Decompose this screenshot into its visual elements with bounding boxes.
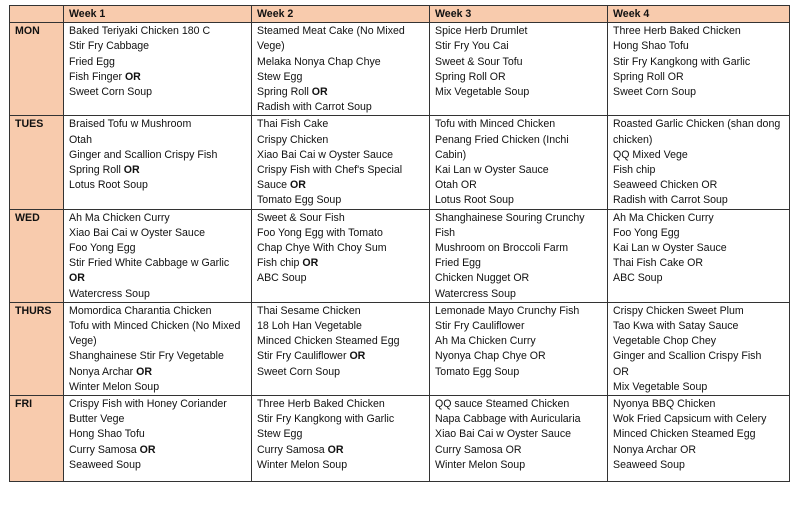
menu-item: Stir Fry Kangkong with Garlic bbox=[257, 413, 395, 426]
menu-item: Minced Chicken Steamed Egg bbox=[257, 335, 400, 348]
menu-item: Seaweed Soup bbox=[69, 458, 141, 471]
menu-item: Napa Cabbage with Auricularia bbox=[435, 413, 581, 426]
menu-item: Nonya Archar bbox=[69, 365, 134, 378]
menu-item: Stir Fry You Cai bbox=[435, 40, 509, 53]
menu-item: Stir Fry Cauliflower bbox=[257, 350, 347, 363]
menu-item: Lotus Root Soup bbox=[435, 194, 514, 207]
or-marker: OR bbox=[139, 443, 156, 456]
menu-item: Tofu with Minced Chicken bbox=[435, 118, 556, 131]
menu-cell bbox=[64, 23, 252, 116]
menu-cell bbox=[252, 116, 430, 209]
menu-item: Roasted Garlic Chicken (shan dong chicken) bbox=[613, 118, 781, 146]
or-marker: OR bbox=[123, 164, 140, 177]
menu-item: Three Herb Baked Chicken bbox=[257, 398, 385, 411]
menu-cell bbox=[252, 23, 430, 116]
menu-cell bbox=[64, 116, 252, 209]
menu-item: Nyonya Chap Chye OR bbox=[435, 350, 546, 363]
day-label: THURS bbox=[10, 302, 64, 395]
row-fri bbox=[10, 396, 790, 482]
menu-item: Melaka Nonya Chap Chye bbox=[257, 55, 381, 68]
menu-item: Fried Egg bbox=[435, 257, 481, 270]
menu-item: Steamed Meat Cake (No Mixed Vege) bbox=[257, 25, 405, 53]
or-marker: OR bbox=[136, 365, 153, 378]
menu-item: Ginger and Scallion Crispy Fish bbox=[613, 350, 762, 363]
menu-item: Stir Fry Kangkong with Garlic bbox=[613, 55, 751, 68]
menu-item: Fish Finger bbox=[69, 70, 122, 83]
or-marker: OR bbox=[327, 443, 344, 456]
menu-cell bbox=[252, 396, 430, 482]
day-label: FRI bbox=[10, 396, 64, 482]
menu-item: Curry Samosa OR bbox=[435, 443, 522, 456]
menu-item: Foo Yong Egg bbox=[69, 242, 136, 255]
menu-item: Nonya Archar OR bbox=[613, 443, 697, 456]
menu-sheet bbox=[9, 5, 790, 482]
menu-item: Watercress Soup bbox=[69, 287, 150, 300]
menu-item: Hong Shao Tofu bbox=[613, 40, 689, 53]
menu-item: Spring Roll OR bbox=[435, 70, 506, 83]
menu-item: Thai Fish Cake bbox=[257, 118, 329, 131]
or-marker: OR bbox=[124, 70, 141, 83]
week-2-header: Week 2 bbox=[252, 6, 430, 23]
menu-item: Xiao Bai Cai w Oyster Sauce bbox=[435, 428, 572, 441]
day-label: TUES bbox=[10, 116, 64, 209]
menu-item: Nyonya BBQ Chicken bbox=[613, 398, 716, 411]
menu-item: Tao Kwa with Satay Sauce bbox=[613, 320, 739, 333]
corner-cell bbox=[10, 6, 64, 23]
menu-item: Spice Herb Drumlet bbox=[435, 25, 528, 38]
menu-item: ABC Soup bbox=[257, 272, 307, 285]
day-label: WED bbox=[10, 209, 64, 302]
or-marker: OR bbox=[311, 86, 328, 99]
week-3-header: Week 3 bbox=[430, 6, 608, 23]
menu-item: Crispy Chicken bbox=[257, 133, 329, 146]
or-marker: OR bbox=[302, 257, 319, 270]
menu-item: Watercress Soup bbox=[435, 287, 516, 300]
weekly-menu-table bbox=[9, 5, 790, 482]
menu-cell bbox=[608, 23, 790, 116]
menu-cell bbox=[608, 302, 790, 395]
menu-item: Radish with Carrot Soup bbox=[257, 101, 372, 114]
menu-item: Winter Melon Soup bbox=[435, 458, 526, 471]
week-1-header: Week 1 bbox=[64, 6, 252, 23]
day-label: MON bbox=[10, 23, 64, 116]
or-marker: OR bbox=[613, 365, 629, 378]
menu-item: Sweet Corn Soup bbox=[257, 365, 341, 378]
menu-item: Shanghainese Souring Crunchy Fish bbox=[435, 211, 585, 239]
row-mon bbox=[10, 23, 790, 116]
menu-cell bbox=[608, 396, 790, 482]
menu-item: Chicken Nugget OR bbox=[435, 272, 530, 285]
menu-item: Mix Vegetable Soup bbox=[613, 380, 708, 393]
menu-cell bbox=[430, 209, 608, 302]
menu-item: Mix Vegetable Soup bbox=[435, 86, 530, 99]
menu-item: Stew Egg bbox=[257, 70, 303, 83]
menu-item: Hong Shao Tofu bbox=[69, 428, 145, 441]
week-4-header: Week 4 bbox=[608, 6, 790, 23]
menu-item: 18 Loh Han Vegetable bbox=[257, 320, 362, 333]
menu-item: Vegetable Chop Chey bbox=[613, 335, 717, 348]
menu-item: QQ sauce Steamed Chicken bbox=[435, 398, 570, 411]
menu-item: Lotus Root Soup bbox=[69, 179, 148, 192]
menu-item: Stir Fry Cabbage bbox=[69, 40, 150, 53]
menu-cell bbox=[430, 116, 608, 209]
menu-item: Xiao Bai Cai w Oyster Sauce bbox=[257, 148, 394, 161]
menu-item: Otah OR bbox=[435, 179, 477, 192]
menu-item: Spring Roll bbox=[69, 164, 121, 177]
menu-item: Fish chip bbox=[257, 257, 300, 270]
menu-item: QQ Mixed Vege bbox=[613, 148, 688, 161]
menu-item: Tomato Egg Soup bbox=[257, 194, 342, 207]
menu-item: Seaweed Soup bbox=[613, 458, 685, 471]
menu-item: Radish with Carrot Soup bbox=[613, 194, 728, 207]
menu-item: Lemonade Mayo Crunchy Fish bbox=[435, 304, 580, 317]
menu-cell bbox=[252, 302, 430, 395]
menu-item: Sweet Corn Soup bbox=[69, 86, 153, 99]
menu-item: Penang Fried Chicken (Inchi Cabin) bbox=[435, 133, 569, 161]
row-thurs bbox=[10, 302, 790, 395]
menu-cell bbox=[252, 209, 430, 302]
menu-item: ABC Soup bbox=[613, 272, 663, 285]
row-wed bbox=[10, 209, 790, 302]
menu-item: Sweet & Sour Fish bbox=[257, 211, 345, 224]
menu-item: Minced Chicken Steamed Egg bbox=[613, 428, 756, 441]
menu-item: Mushroom on Broccoli Farm bbox=[435, 242, 569, 255]
menu-item: Winter Melon Soup bbox=[257, 458, 348, 471]
or-marker: OR bbox=[69, 272, 85, 285]
menu-item: Wok Fried Capsicum with Celery bbox=[613, 413, 767, 426]
menu-item: Stew Egg bbox=[257, 428, 303, 441]
menu-item: Stir Fried White Cabbage w Garlic bbox=[69, 257, 230, 270]
menu-item: Seaweed Chicken OR bbox=[613, 179, 718, 192]
menu-item: Otah bbox=[69, 133, 92, 146]
menu-item: Ah Ma Chicken Curry bbox=[69, 211, 170, 224]
menu-item: Ah Ma Chicken Curry bbox=[613, 211, 714, 224]
menu-cell bbox=[64, 209, 252, 302]
menu-item: Curry Samosa bbox=[257, 443, 325, 456]
menu-item: Crispy Fish with Chef's Special Sauce bbox=[257, 164, 403, 192]
menu-item: Fried Egg bbox=[69, 55, 115, 68]
menu-item: Thai Fish Cake OR bbox=[613, 257, 704, 270]
menu-item: Baked Teriyaki Chicken 180 C bbox=[69, 25, 211, 38]
menu-cell bbox=[430, 23, 608, 116]
menu-cell bbox=[64, 396, 252, 482]
menu-item: Butter Vege bbox=[69, 413, 125, 426]
menu-item: Kai Lan w Oyster Sauce bbox=[435, 164, 549, 177]
header-row bbox=[10, 6, 790, 23]
menu-cell bbox=[608, 209, 790, 302]
or-marker: OR bbox=[290, 179, 306, 192]
menu-cell bbox=[430, 302, 608, 395]
menu-item: Spring Roll bbox=[257, 86, 309, 99]
menu-item: Sweet Corn Soup bbox=[613, 86, 697, 99]
menu-item: Curry Samosa bbox=[69, 443, 137, 456]
menu-item: Thai Sesame Chicken bbox=[257, 304, 361, 317]
menu-item: Xiao Bai Cai w Oyster Sauce bbox=[69, 226, 206, 239]
menu-item: Sweet & Sour Tofu bbox=[435, 55, 523, 68]
menu-item: Foo Yong Egg bbox=[613, 226, 680, 239]
menu-item: Shanghainese Stir Fry Vegetable bbox=[69, 350, 224, 363]
menu-item: Tofu with Minced Chicken (No Mixed Vege) bbox=[69, 320, 241, 348]
menu-item: Crispy Chicken Sweet Plum bbox=[613, 304, 744, 317]
menu-item: Stir Fry Cauliflower bbox=[435, 320, 525, 333]
menu-item: Momordica Charantia Chicken bbox=[69, 304, 212, 317]
menu-cell bbox=[64, 302, 252, 395]
menu-item: Tomato Egg Soup bbox=[435, 365, 520, 378]
menu-item: Fish chip bbox=[613, 164, 656, 177]
menu-item: Foo Yong Egg with Tomato bbox=[257, 226, 383, 239]
menu-item: Ginger and Scallion Crispy Fish bbox=[69, 148, 218, 161]
or-marker: OR bbox=[349, 350, 366, 363]
menu-cell bbox=[430, 396, 608, 482]
menu-item: Braised Tofu w Mushroom bbox=[69, 118, 192, 131]
menu-item: Three Herb Baked Chicken bbox=[613, 25, 741, 38]
menu-item: Winter Melon Soup bbox=[69, 380, 160, 393]
menu-item: Kai Lan w Oyster Sauce bbox=[613, 242, 727, 255]
menu-item: Crispy Fish with Honey Coriander bbox=[69, 398, 227, 411]
menu-cell bbox=[608, 116, 790, 209]
menu-item: Ah Ma Chicken Curry bbox=[435, 335, 536, 348]
menu-item: Spring Roll OR bbox=[613, 70, 684, 83]
row-tues bbox=[10, 116, 790, 209]
menu-item: Chap Chye With Choy Sum bbox=[257, 242, 387, 255]
